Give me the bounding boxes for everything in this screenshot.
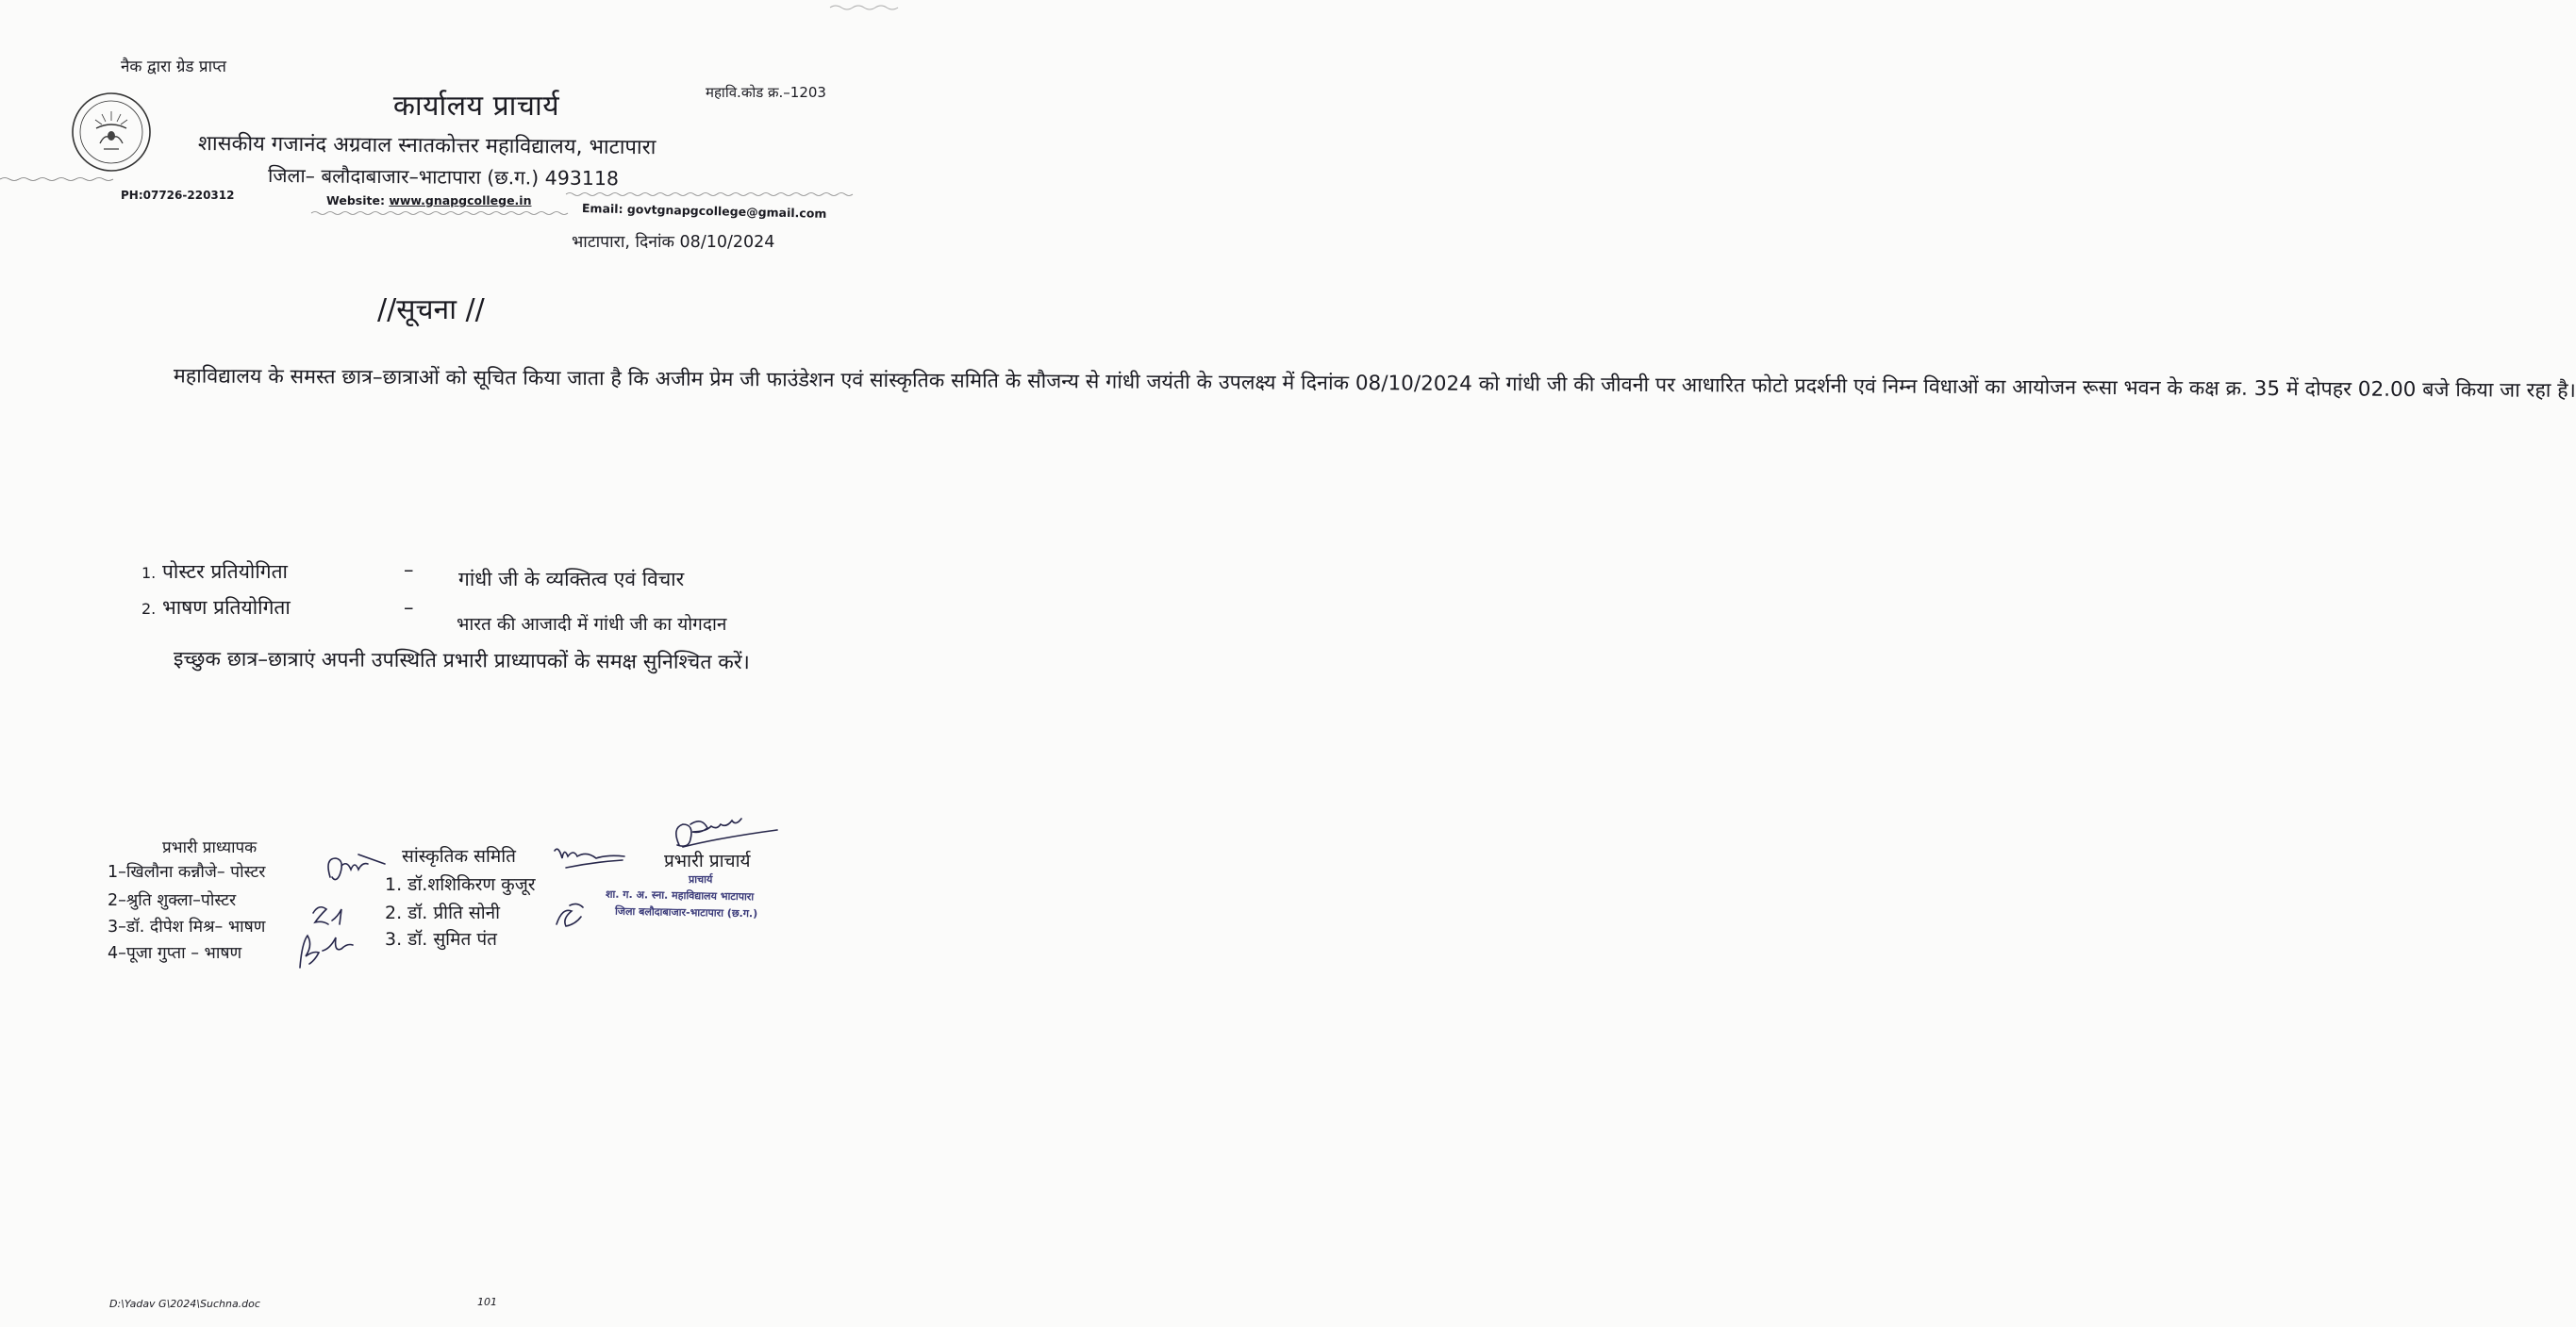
- item-name: भाषण प्रतियोगिता: [161, 596, 291, 619]
- list-item: [141, 594, 291, 621]
- notice-body-text: महाविद्यालय के समस्त छात्र–छात्राओं को सूचित किया जाता है कि अजीम प्रेम जी फाउंडेशन एवं सांस्कृतिक समिति के सौजन्य से गांधी जयंती के उपलक्ष्य में दिनांक 08/10/2024 को गांधी जी की जीवनी पर आधारित फोटो प्रदर्शनी एवं निम्न विधाओं का आयोजन रूसा भवन के कक्ष क्र. 35 में दोपहर 02.00 बजे किया जा रहा है।: [173, 364, 2576, 403]
- office-title: कार्यालय प्राचार्य: [392, 90, 560, 123]
- principal-title: प्रभारी प्राचार्य: [664, 851, 751, 871]
- professors-heading: प्रभारी प्राध्यापक: [162, 838, 258, 857]
- item-topic: भारत की आजादी में गांधी जी का योगदान: [457, 614, 727, 635]
- handwritten-signatures: [0, 792, 918, 981]
- list-item: [141, 558, 288, 585]
- committee-member: 2. डॉ. प्रीति सोनी: [385, 903, 501, 923]
- file-path: D:\Yadav G\2024\Suchna.doc: [109, 1298, 260, 1310]
- professor-entry: 2–श्रुति शुक्ला–पोस्टर: [108, 891, 237, 910]
- notice-closing-text: इच्छुक छात्र–छात्राएं अपनी उपस्थिति प्रभारी प्राध्यापकों के समक्ष सुनिश्चित करें।: [173, 647, 750, 675]
- committee-heading: सांस्कृतिक समिति: [402, 846, 517, 867]
- item-number: 2.: [141, 600, 157, 618]
- email-address: Email: govtgnapgcollege@gmail.com: [581, 201, 827, 221]
- page-number: 101: [477, 1296, 497, 1308]
- naac-grade-text: नैक द्वारा ग्रेड प्राप्त: [121, 58, 226, 76]
- phone-number: PH:07726-220312: [121, 189, 235, 202]
- college-code: महावि.कोड क्र.–1203: [706, 84, 826, 101]
- seal-line: प्राचार्य: [689, 873, 713, 886]
- college-address: जिला– बलौदाबाजार–भाटापारा (छ.ग.) 493118: [267, 164, 620, 191]
- item-name: पोस्टर प्रतियोगिता: [161, 560, 288, 583]
- professor-entry: 3–डॉ. दीपेश मिश्र– भाषण: [108, 918, 266, 937]
- place-date: भाटापारा, दिनांक 08/10/2024: [572, 233, 775, 252]
- committee-member: 3. डॉ. सुमित पंत: [385, 929, 497, 950]
- item-dash: –: [404, 558, 414, 581]
- committee-member: 1. डॉ.शशिकिरण कुजूर: [385, 874, 536, 895]
- website: [326, 193, 531, 207]
- college-name: शासकीय गजानंद अग्रवाल स्नातकोत्तर महाविद्यालय, भाटापारा: [197, 132, 656, 160]
- item-dash: –: [404, 596, 414, 619]
- item-topic: गांधी जी के व्यक्तित्व एवं विचार: [458, 568, 685, 590]
- seal-line: जिला बलौदाबाजार-भाटापारा (छ.ग.): [614, 904, 758, 921]
- professor-entry: 1–खिलौना कन्नौजे– पोस्टर: [108, 863, 266, 882]
- seal-line: शा. ग. अ. स्ना. महाविद्यालय भाटापारा: [605, 887, 755, 904]
- professor-entry: 4–पूजा गुप्ता – भाषण: [108, 944, 242, 963]
- notice-title: //सूचना //: [377, 293, 485, 326]
- item-number: 1.: [141, 564, 157, 582]
- notice-closing: [111, 641, 824, 682]
- notice-body: [111, 358, 2576, 403]
- website-label: Website:: [326, 193, 385, 207]
- website-link[interactable]: www.gnapgcollege.in: [389, 193, 532, 207]
